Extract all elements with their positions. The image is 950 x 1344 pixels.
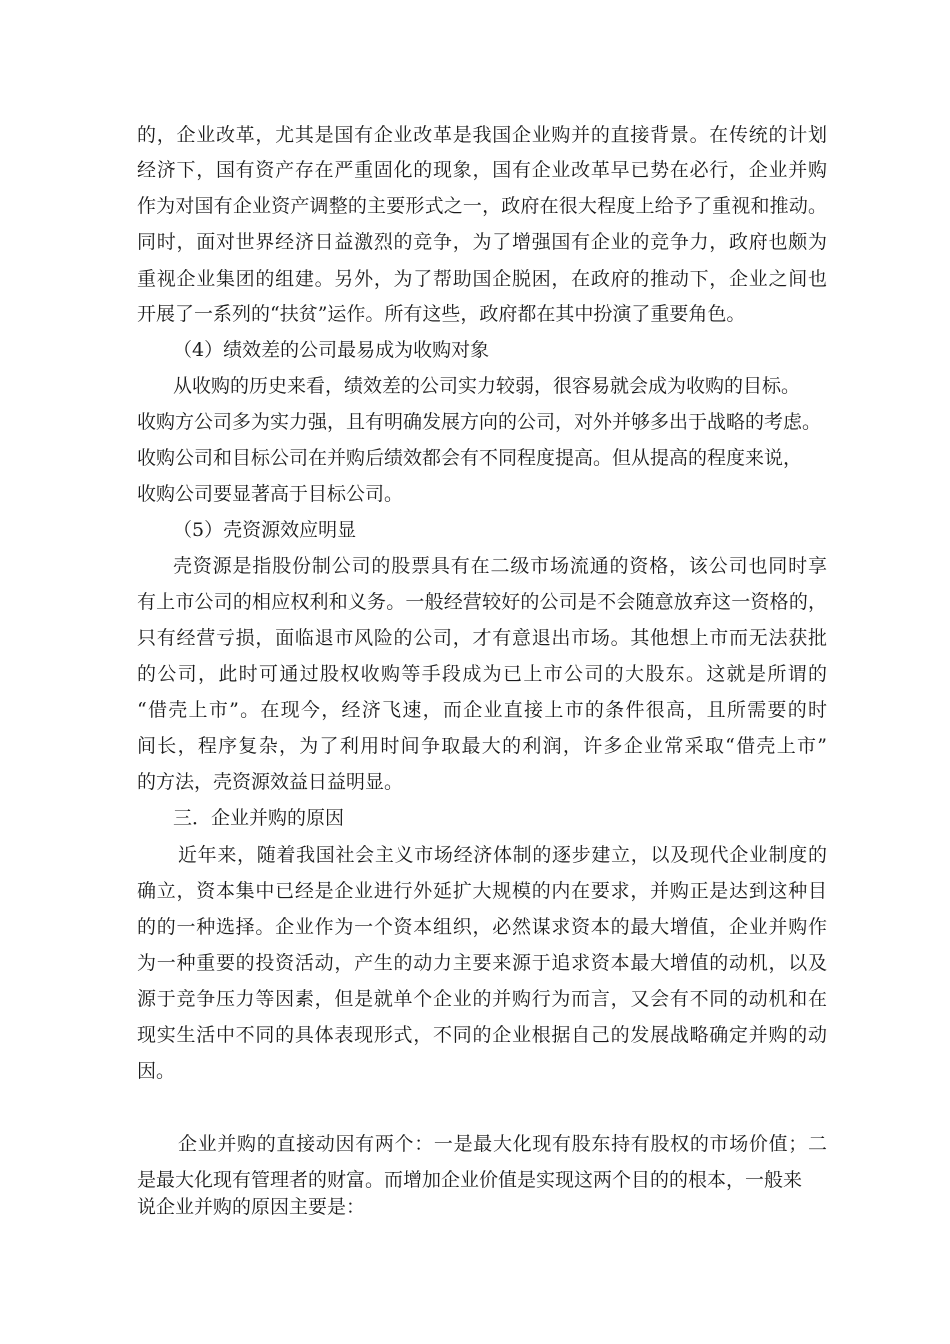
text-line: 的，企业改革，尤其是国有企业改革是我国企业购并的直接背景。在传统的计划: [137, 124, 827, 146]
text-line: 重视企业集团的组建。另外，为了帮助国企脱困，在政府的推动下，企业之间也: [137, 268, 827, 290]
text-line: 收购公司要显著高于目标公司。: [137, 483, 404, 505]
text-line: 的的一种选择。企业作为一个资本组织，必然谋求资本的最大增值，企业并购作: [137, 916, 827, 938]
text-line: 同时，面对世界经济日益激烈的竞争，为了增强国有企业的竞争力，政府也颇为: [137, 231, 827, 253]
text-line: 只有经营亏损，面临退市风险的公司，才有意退出市场。其他想上市而无法获批: [137, 627, 827, 649]
text-line: 确立，资本集中已经是企业进行外延扩大规模的内在要求，并购正是达到这种目: [137, 880, 827, 902]
text-line: 的公司，此时可通过股权收购等手段成为已上市公司的大股东。这就是所谓的: [137, 663, 827, 685]
text-line: 企业并购的直接动因有两个：一是最大化现有股东持有股权的市场价值；二: [178, 1133, 827, 1155]
text-line: “借壳上市”。在现今，经济飞速，而企业直接上市的条件很高，且所需要的时: [137, 699, 827, 721]
section-heading: （4）绩效差的公司最易成为收购对象: [173, 339, 490, 361]
section-heading: 三．企业并购的原因: [173, 807, 345, 829]
text-line: 现实生活中不同的具体表现形式，不同的企业根据自己的发展战略确定并购的动: [137, 1024, 827, 1046]
text-line: 因。: [137, 1060, 176, 1082]
text-line: 从收购的历史来看，绩效差的公司实力较弱，很容易就会成为收购的目标。: [173, 375, 801, 397]
text-line: 是最大化现有管理者的财富。而增加企业价值是实现这两个目的的根本，一般来: [137, 1169, 803, 1191]
text-line: 收购方公司多为实力强，且有明确发展方向的公司，对外并够多出于战略的考虑。: [137, 411, 822, 433]
text-line: 收购公司和目标公司在并购后绩效都会有不同程度提高。但从提高的程度来说，: [137, 447, 803, 469]
text-line: 的方法，壳资源效益日益明显。: [137, 771, 404, 793]
text-line: 经济下，国有资产存在严重固化的现象，国有企业改革早已势在必行，企业并购: [137, 159, 827, 181]
section-heading: （5）壳资源效应明显: [173, 519, 357, 541]
text-line: 开展了一系列的“扶贫”运作。所有这些，政府都在其中扮演了重要角色。: [137, 303, 746, 325]
text-line: 有上市公司的相应权利和义务。一般经营较好的公司是不会随意放弃这一资格的，: [137, 591, 827, 613]
text-line: 源于竞争压力等因素，但是就单个企业的并购行为而言，又会有不同的动机和在: [137, 988, 827, 1010]
text-line: 壳资源是指股份制公司的股票具有在二级市场流通的资格，该公司也同时享: [173, 555, 827, 577]
text-line: 间长，程序复杂，为了利用时间争取最大的利润，许多企业常采取“借壳上市”: [137, 735, 827, 757]
text-line: 近年来，随着我国社会主义市场经济体制的逐步建立，以及现代企业制度的: [178, 844, 827, 866]
text-line: 作为对国有企业资产调整的主要形式之一，政府在很大程度上给予了重视和推动。: [137, 195, 827, 217]
text-line: 说企业并购的原因主要是：: [137, 1196, 366, 1218]
text-line: 为一种重要的投资活动，产生的动力主要来源于追求资本最大增值的动机，以及: [137, 952, 827, 974]
